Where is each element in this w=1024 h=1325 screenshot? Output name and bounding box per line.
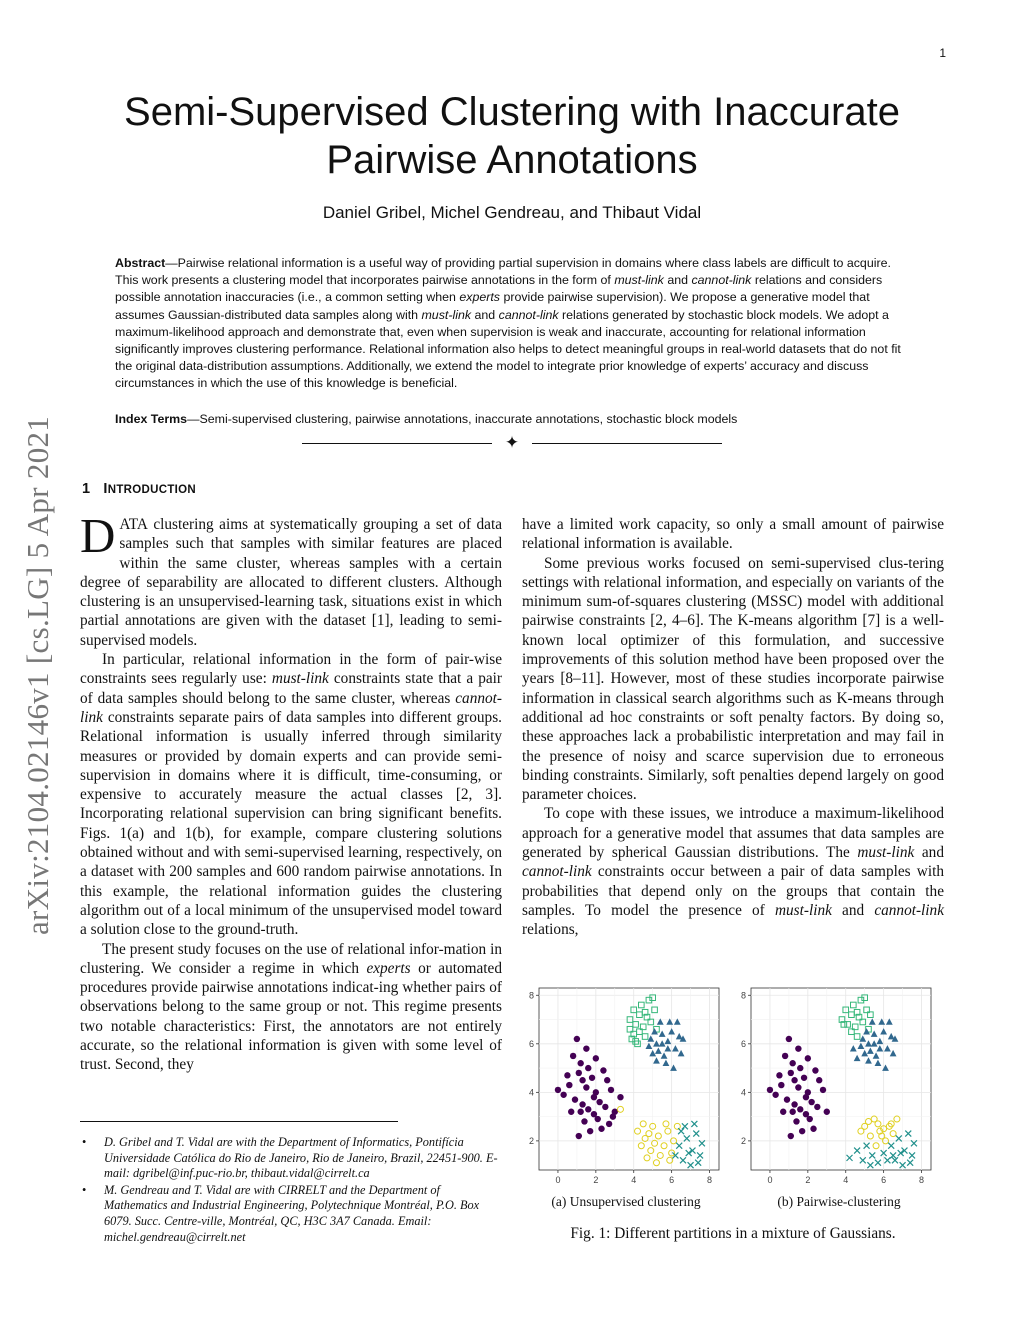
scatter-panel-b bbox=[741, 988, 931, 1185]
abstract-text-1: —Pairwise relational information is a useful way of providing partial supervision in domains where class labels are difficult to acquire. This work presents a clustering model that incorporates pairwise annotations in the form of bbox=[115, 256, 891, 288]
intro-p2-must-link: must-link bbox=[271, 670, 329, 688]
y-tick-label: 2 bbox=[528, 1135, 534, 1146]
data-point-purple-circles bbox=[577, 1109, 583, 1115]
x-tick-label: 8 bbox=[707, 1175, 713, 1185]
abstract-and-2: and bbox=[471, 307, 499, 322]
data-point-purple-circles bbox=[568, 1109, 574, 1115]
data-point-purple-circles bbox=[595, 1116, 601, 1122]
intro-paragraph-1 bbox=[80, 508, 502, 650]
data-point-purple-circles bbox=[803, 1094, 809, 1100]
data-point-purple-circles bbox=[587, 1128, 593, 1134]
data-point-purple-circles bbox=[795, 1045, 801, 1051]
data-point-purple-circles bbox=[799, 1128, 805, 1134]
abstract-must-link-2: must-link bbox=[421, 307, 472, 322]
index-terms-label: Index Terms bbox=[115, 412, 188, 426]
page-number: 1 bbox=[939, 46, 946, 60]
right-paragraph-3 bbox=[522, 804, 944, 939]
right-column bbox=[522, 515, 944, 940]
separator-rule-right bbox=[532, 443, 722, 444]
data-point-purple-circles bbox=[820, 1087, 826, 1093]
right-paragraph-2: Some previous works focused on semi-supervised clus-tering settings with relational information, and especially on variants of the minimum sum-of-squares clustering (MSSC) model with additional pairwise constraints [2, 4–6]. The K-means algorithm [7] is a well-known local optimizer of this formulation, and successive improvements of this solution method have been proposed over the years [8–11]. However, most of these studies incorporate pairwise information in classical search algorithms such as K-means through additional ad hoc constraints or soft penalty factors. By doing so, these approaches lack a probabilistic interpretation and may fail in the presence of noisy and scarce supervision due to erroneous binding constraints. Similarly, soft penalties depend largely on good parameter choices. bbox=[522, 554, 944, 804]
abstract-cannot-link: cannot-link bbox=[691, 273, 752, 288]
x-tick-label: 2 bbox=[593, 1175, 599, 1185]
section-heading bbox=[82, 481, 196, 497]
data-point-purple-circles bbox=[579, 1101, 585, 1107]
data-point-purple-circles bbox=[572, 1096, 578, 1102]
intro-p1-text: clustering aims at systematically grouping a set of data samples such that samples with similar features are placed within the same cluster, whereas samples with a certain degree of separability are allocated to different clusters. Although clustering is an unsupervised-learning task, situations exist in which partial annotations are given with the dataset [1], leading to semi-supervised models. bbox=[80, 516, 502, 649]
data-point-purple-circles bbox=[585, 1065, 591, 1071]
footnote-text: M. Gendreau and T. Vidal are with CIRRELT and the Department of Mathematics and Industrial Engineering, Polytechnique Montréal, P.O. Box 6079. Succ. Centre-ville, Montréal, QC, H3C 3A7 Canada. Email: michel.gendreau@cirrelt.net bbox=[104, 1182, 480, 1244]
x-tick-label: 0 bbox=[555, 1175, 561, 1185]
index-terms-text: —Semi-supervised clustering, pairwise annotations, inaccurate annotations, stochastic block models bbox=[187, 412, 738, 426]
data-point-purple-circles bbox=[604, 1077, 610, 1083]
abstract-cannot-link-2: cannot-link bbox=[498, 307, 559, 322]
data-point-purple-circles bbox=[608, 1087, 614, 1093]
paper-title bbox=[0, 88, 1024, 184]
data-point-purple-circles bbox=[617, 1094, 623, 1100]
data-point-purple-circles bbox=[555, 1087, 561, 1093]
right-p3-cannot-link: cannot-link bbox=[522, 863, 592, 881]
separator-star-icon: ✦ bbox=[504, 433, 520, 452]
data-point-purple-circles bbox=[574, 1036, 580, 1042]
data-point-purple-circles bbox=[795, 1084, 801, 1090]
data-point-purple-circles bbox=[579, 1077, 585, 1083]
x-tick-label: 2 bbox=[805, 1175, 811, 1185]
footnotes bbox=[80, 1135, 504, 1246]
intro-p3-experts: experts bbox=[366, 959, 411, 977]
data-point-purple-circles bbox=[812, 1067, 818, 1073]
footnote-item bbox=[80, 1183, 504, 1245]
x-tick-label: 0 bbox=[767, 1175, 773, 1185]
y-tick-label: 8 bbox=[528, 990, 534, 1001]
data-point-purple-circles bbox=[816, 1077, 822, 1083]
intro-p2-text-c: constraints separate pairs of data samples into different groups. Relational information is usually inferred through similarity measures or provided by domain experts and can provide semi-supervision in domains where it is difficult, time-consuming, or expensive to accurately measure the actual classes [2, 3]. Incorporating relational supervision can bring significant benefits. Figs. 1(a) and 1(b), for example, compare clustering solutions obtained without and with semi-supervised learning, respectively, on a dataset with 200 samples and 600 random pairwise annotations. In this example, the relational information guides the clustering algorithm out of a local minimum of the unsupervised model toward a solution close to the ground-truth. bbox=[80, 708, 502, 939]
data-point-purple-circles bbox=[772, 1092, 778, 1098]
y-tick-label: 8 bbox=[740, 990, 746, 1001]
data-point-purple-circles bbox=[610, 1113, 616, 1119]
abstract-text-3: provide pairwise supervision). We propose a generative model that assumes Gaussian-distributed data samples along with bbox=[115, 290, 870, 322]
intro-p2-cannot-link: cannot-link bbox=[80, 689, 502, 726]
right-p3-text-d: and bbox=[831, 901, 875, 919]
right-p3-must-link-2: must-link bbox=[774, 901, 832, 919]
index-terms bbox=[115, 412, 915, 426]
data-point-purple-circles bbox=[581, 1118, 587, 1124]
y-tick-label: 4 bbox=[740, 1087, 746, 1098]
data-point-purple-circles bbox=[788, 1070, 794, 1076]
abstract-and-1: and bbox=[663, 273, 692, 288]
abstract bbox=[115, 255, 915, 393]
data-point-purple-circles bbox=[602, 1104, 608, 1110]
x-tick-label: 6 bbox=[881, 1175, 887, 1185]
data-point-purple-circles bbox=[593, 1055, 599, 1061]
abstract-text-2: relations and considers possible annotation inaccuracies (i.e., a common setting when bbox=[115, 273, 883, 305]
y-tick-label: 6 bbox=[740, 1038, 746, 1049]
y-tick-label: 4 bbox=[528, 1087, 534, 1098]
right-p3-text-e: relations, bbox=[522, 921, 579, 939]
data-point-purple-circles bbox=[778, 1082, 784, 1088]
data-point-purple-circles bbox=[797, 1065, 803, 1071]
data-point-purple-circles bbox=[776, 1072, 782, 1078]
right-p3-text-c: constraints occur between a pair of data samples with probabilities that depend only on the groups that contain the samples. To model the presence of bbox=[522, 863, 944, 919]
intro-paragraph-3 bbox=[80, 940, 502, 1075]
section-title-rest: NTRODUCTION bbox=[107, 484, 196, 496]
data-point-purple-circles bbox=[789, 1109, 795, 1115]
intro-p3-text-b: or automated procedures provide pairwise annotations indicat-ing whether pairs of observations belong to the same group or not. This regime presents two notable characteristics: First, the annotators are not entirely accurate, so the relational information is given with some level of trust. Second, they bbox=[80, 959, 502, 1074]
data-point-purple-circles bbox=[791, 1101, 797, 1107]
title-line-1: Semi-Supervised Clustering with Inaccurate bbox=[124, 90, 900, 134]
data-point-purple-circles bbox=[577, 1060, 583, 1066]
title-line-2: Pairwise Annotations bbox=[326, 138, 698, 182]
left-column bbox=[80, 508, 502, 1075]
plot-frame bbox=[539, 988, 719, 1170]
data-point-purple-circles bbox=[564, 1072, 570, 1078]
footnote-bullet: • bbox=[82, 1135, 87, 1149]
footnote-rule bbox=[80, 1121, 398, 1122]
section-number: 1 bbox=[82, 481, 91, 497]
data-point-purple-circles bbox=[780, 1109, 786, 1115]
data-point-purple-circles bbox=[576, 1070, 582, 1076]
data-point-purple-circles bbox=[807, 1116, 813, 1122]
x-tick-label: 8 bbox=[919, 1175, 925, 1185]
abstract-experts: experts bbox=[459, 290, 501, 305]
data-point-purple-circles bbox=[596, 1099, 602, 1105]
subcaption-b: (b) Pairwise-clustering bbox=[777, 1194, 901, 1209]
right-p3-text-b: and bbox=[914, 844, 944, 862]
y-tick-label: 2 bbox=[740, 1135, 746, 1146]
data-point-purple-circles bbox=[791, 1077, 797, 1083]
arxiv-identifier: arXiv:2104.02146v1 [cs.LG] 5 Apr 2021 bbox=[20, 415, 55, 935]
data-point-purple-circles bbox=[786, 1036, 792, 1042]
intro-p2-text-a: In particular, relational information in the form of pair-wise constraints sees regularly use: bbox=[80, 651, 502, 688]
data-point-purple-circles bbox=[585, 1106, 591, 1112]
data-point-purple-circles bbox=[566, 1082, 572, 1088]
subcaption-a: (a) Unsupervised clustering bbox=[551, 1194, 701, 1209]
data-point-purple-circles bbox=[784, 1096, 790, 1102]
data-point-purple-circles bbox=[814, 1104, 820, 1110]
section-title-first: I bbox=[103, 481, 108, 497]
plot-frame bbox=[751, 988, 931, 1170]
data-point-purple-circles bbox=[570, 1053, 576, 1059]
x-tick-label: 6 bbox=[669, 1175, 675, 1185]
figure-caption: Fig. 1: Different partitions in a mixture of Gaussians. bbox=[570, 1225, 896, 1242]
data-point-purple-circles bbox=[583, 1045, 589, 1051]
data-point-purple-circles bbox=[560, 1092, 566, 1098]
intro-p3-text-a: The present study focuses on the use of relational infor-mation in clustering. We consider a regime in which bbox=[80, 940, 502, 977]
data-point-purple-circles bbox=[805, 1055, 811, 1061]
abstract-must-link: must-link bbox=[614, 273, 664, 288]
data-point-purple-circles bbox=[808, 1099, 814, 1105]
data-point-purple-circles bbox=[793, 1118, 799, 1124]
data-point-purple-circles bbox=[767, 1087, 773, 1093]
data-point-purple-circles bbox=[576, 1133, 582, 1139]
data-point-purple-circles bbox=[598, 1126, 604, 1132]
right-p3-cannot-link-2: cannot-link bbox=[874, 901, 944, 919]
intro-smallcaps: ATA bbox=[119, 516, 148, 533]
data-point-purple-circles bbox=[591, 1094, 597, 1100]
data-point-purple-circles bbox=[789, 1060, 795, 1066]
right-p3-must-link: must-link bbox=[857, 844, 915, 862]
data-point-purple-circles bbox=[801, 1075, 807, 1081]
intro-p2-text-b: constraints state that a pair of data samples should belong to the same cluster, whereas bbox=[80, 670, 502, 707]
drop-cap: D bbox=[80, 508, 116, 563]
data-point-purple-circles bbox=[589, 1075, 595, 1081]
abstract-label: Abstract bbox=[115, 256, 166, 270]
data-point-purple-circles bbox=[583, 1084, 589, 1090]
data-point-purple-circles bbox=[824, 1109, 830, 1115]
data-point-purple-circles bbox=[600, 1067, 606, 1073]
abstract-text-4: relations generated by stochastic block models. We adopt a maximum-likelihood approach and demonstrate that, even when supervision is weak and inaccurate, accounting for relational information significantly improves clustering performance. Relational information also helps to detect meaningful groups in real-world datasets that do not fit the original data-distribution assumptions. Additionally, we extend the model to integrate prior knowledge of experts’ accuracy and discuss circumstances in which the use of this knowledge is beneficial. bbox=[115, 307, 901, 391]
x-tick-label: 4 bbox=[843, 1175, 849, 1185]
data-point-purple-circles bbox=[606, 1121, 612, 1127]
footnote-bullet: • bbox=[82, 1182, 87, 1197]
data-point-purple-circles bbox=[782, 1053, 788, 1059]
data-point-purple-circles bbox=[797, 1106, 803, 1112]
scatter-panel-a bbox=[529, 988, 719, 1185]
data-point-purple-circles bbox=[810, 1126, 816, 1132]
right-p3-text-a: To cope with these issues, we introduce a maximum-likelihood approach for a generative model that assumes that data samples are generated by spherical Gaussian distributions. The bbox=[522, 805, 944, 862]
x-tick-label: 4 bbox=[631, 1175, 637, 1185]
right-paragraph-1: have a limited work capacity, so only a small amount of pairwise relational information is available. bbox=[522, 516, 944, 553]
footnote-text: D. Gribel and T. Vidal are with the Department of Informatics, Pontifícia Universidade Católica do Rio de Janeiro, Rio de Janeiro, Brazil, 22451-900. E-mail: dgribel@inf.puc-rio.br, thibaut.vidal@cirrelt.ca bbox=[104, 1135, 498, 1181]
data-point-purple-circles bbox=[788, 1133, 794, 1139]
footnote-item bbox=[80, 1135, 504, 1182]
y-tick-label: 6 bbox=[528, 1038, 534, 1049]
separator-rule-left bbox=[302, 443, 492, 444]
intro-paragraph-2 bbox=[80, 650, 502, 939]
authors: Daniel Gribel, Michel Gendreau, and Thibaut Vidal bbox=[322, 203, 702, 222]
